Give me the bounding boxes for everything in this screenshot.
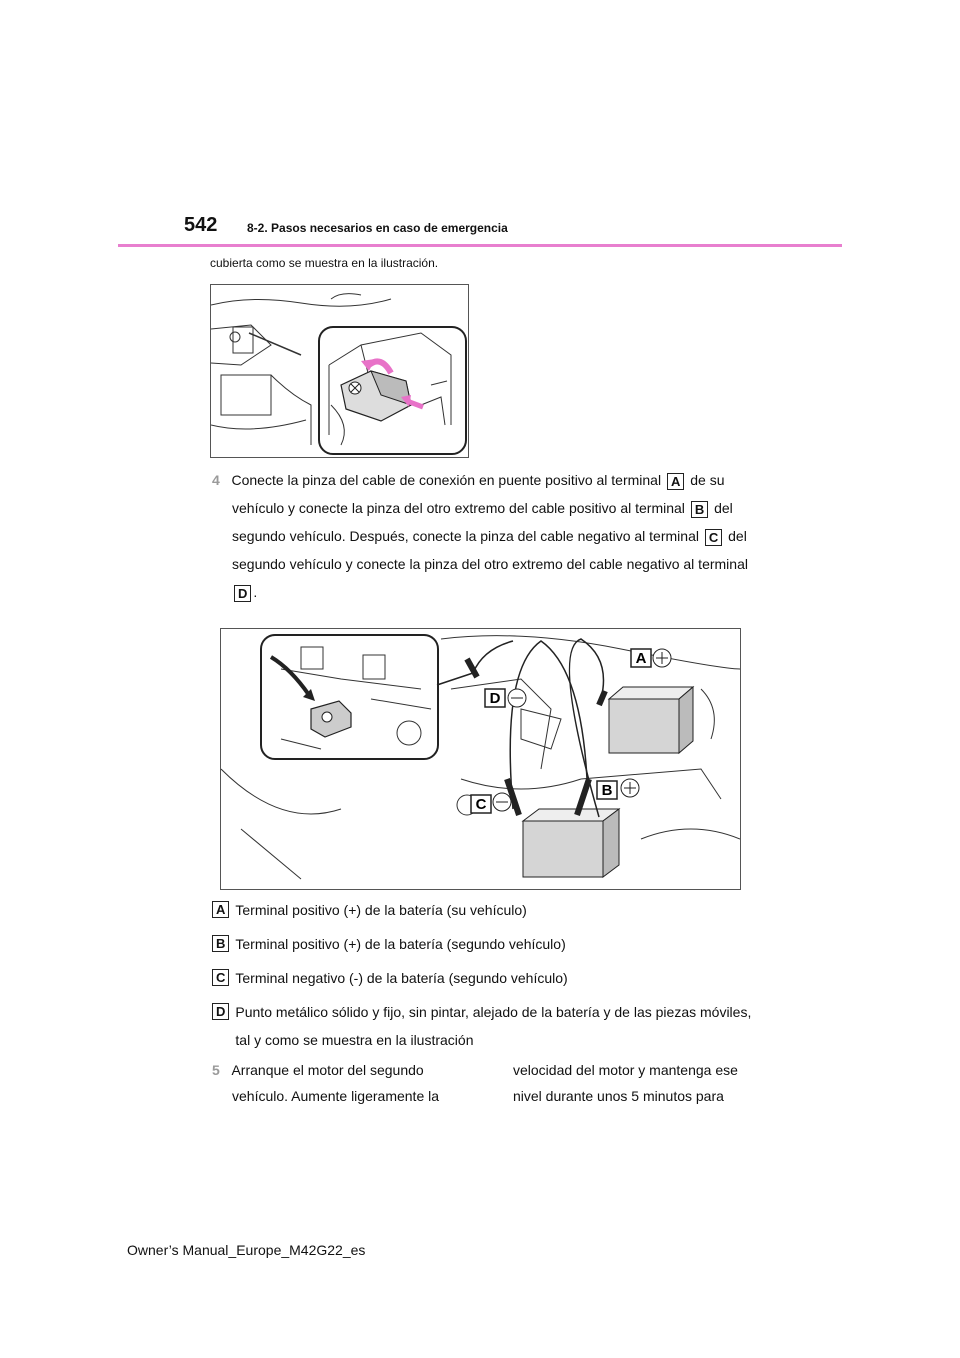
legend-item-c [212,964,752,992]
step-5-line-1: Arranque el motor del segundo [231,1062,424,1078]
step-4-text-2: de su vehículo y conecte la pinza del otro extremo del cable positivo al terminal [232,472,725,516]
legend-item-d [212,998,752,1054]
terminal-a-badge: A [667,473,684,490]
step-4 [212,466,752,606]
step-5-line-2: vehículo. Aumente ligeramente la [232,1088,440,1104]
terminal-d-badge: D [234,585,251,602]
jump-start-drawing [221,629,740,889]
figure-label-d: D [489,690,501,707]
legend-badge-b: B [212,935,229,952]
figure-label-c: C [475,796,487,813]
legend-badge-d: D [212,1003,229,1020]
legend-badge-c: C [212,969,229,986]
battery-cover-illustration [210,284,469,458]
legend-text-d: Punto metálico sólido y fijo, sin pintar, alejado de la batería y de las piezas móviles, tal y como se muestra en la ilustración [235,1004,752,1048]
step-5-column-2 [513,1057,763,1109]
terminal-c-badge: C [705,529,722,546]
footer-manual-id: Owner’s Manual_Europe_M42G22_es [127,1242,366,1258]
legend-text-a: Terminal positivo (+) de la batería (su vehículo) [235,902,527,918]
legend-text-c: Terminal negativo (-) de la batería (segundo vehículo) [235,970,568,986]
step-5-line-3: velocidad del motor y mantenga ese [513,1062,738,1078]
figure-label-b: B [601,782,613,799]
lead-text: cubierta como se muestra en la ilustración. [210,256,439,270]
step-5-column-1 [212,1057,482,1109]
legend-item-a [212,896,752,924]
header-rule [118,244,842,247]
legend-badge-a: A [212,901,229,918]
step-5-number: 5 [212,1062,220,1078]
figure-label-a: A [635,650,647,667]
page-number: 542 [184,214,218,236]
step-4-text-5: . [253,584,258,600]
step-4-text-4: del segundo vehículo y conecte la pinza del otro extremo del cable negativo al terminal [232,528,748,572]
section-title: 8-2. Pasos necesarios en caso de emergencia [247,221,508,235]
step-5-line-4: nivel durante unos 5 minutos para [513,1088,724,1104]
step-4-text-3: del segundo vehículo. Después, conecte la pinza del cable negativo al terminal [232,500,733,544]
legend-text-b: Terminal positivo (+) de la batería (segundo vehículo) [235,936,566,952]
terminal-b-badge: B [691,501,708,518]
step-number: 4 [212,472,220,488]
battery-cover-drawing [211,285,468,457]
legend-list [212,896,752,1054]
jump-start-illustration [220,628,741,890]
step-4-text-1: Conecte la pinza del cable de conexión en puente positivo al terminal [231,472,665,488]
legend-item-b [212,930,752,958]
